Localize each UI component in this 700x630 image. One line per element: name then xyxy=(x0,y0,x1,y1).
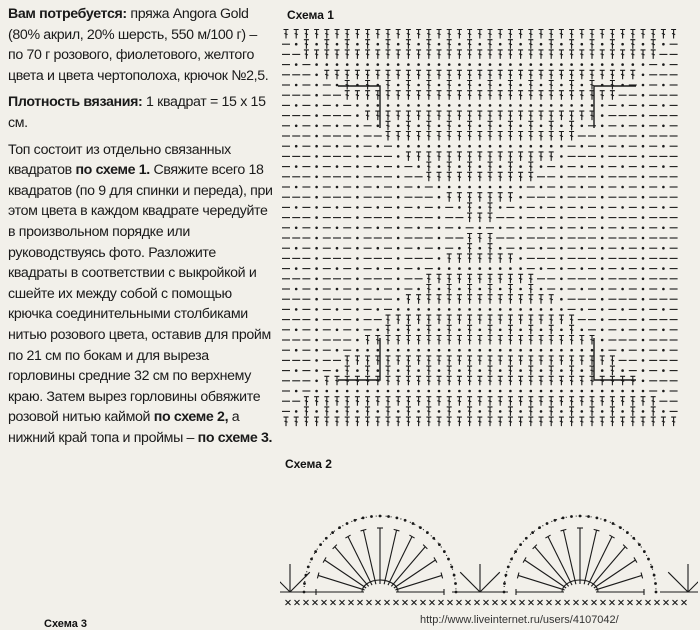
scheme-2-label: Схема 2 xyxy=(285,457,332,471)
assembly-text-2: Свяжите всего 18 квадратов (по 9 для спинки и переда), при этом цвета в каждом квадрате чередуйте в произвольном порядке или руководствуясь фото. Разложите квадраты в соответствии с выкройкой и сшейте их между собой с помощью крючка соединительными столбиками нитью розового цвета, оставив для пройм по 21 см по бокам и для выреза горловины средние 32 см по верхнему краю. Затем вырез горловины обвяжите розовой нитью каймой xyxy=(8,162,273,426)
scheme-2-stitches xyxy=(280,515,698,605)
gauge-text: 1 квадрат = 15 x 15 см. xyxy=(8,94,266,131)
scheme-2-chart xyxy=(280,472,698,614)
scheme-1-stitches xyxy=(282,30,678,427)
gauge-paragraph xyxy=(8,92,274,133)
materials-paragraph xyxy=(8,4,274,86)
assembly-text-1: Топ состоит из отдельно связанных квадратов xyxy=(8,141,231,179)
assembly-text-3: а нижний край топа и проймы – xyxy=(8,409,240,446)
watermark-url: http://www.liveinternet.ru/users/4107042/ xyxy=(420,614,619,626)
assembly-ref-scheme-1: по схеме 1. xyxy=(75,162,150,179)
materials-text: пряжа Angora Gold (80% акрил, 20% шерсть, 550 м/100 г) – по 70 г розового, фиолетового, желтого цвета и цвета чертополоха, крючок №2,5. xyxy=(8,6,269,84)
gauge-heading: Плотность вязания: xyxy=(8,94,143,111)
scheme-1-label: Схема 1 xyxy=(287,8,334,22)
assembly-paragraph xyxy=(8,140,274,449)
scheme-1-chart xyxy=(280,28,694,438)
materials-heading: Вам потребуется: xyxy=(8,6,127,22)
assembly-ref-scheme-2: по схеме 2, xyxy=(153,409,229,426)
scheme-3-label: Схема 3 xyxy=(44,618,88,630)
instructions-column xyxy=(8,4,274,454)
assembly-ref-scheme-3: по схеме 3. xyxy=(197,429,273,446)
